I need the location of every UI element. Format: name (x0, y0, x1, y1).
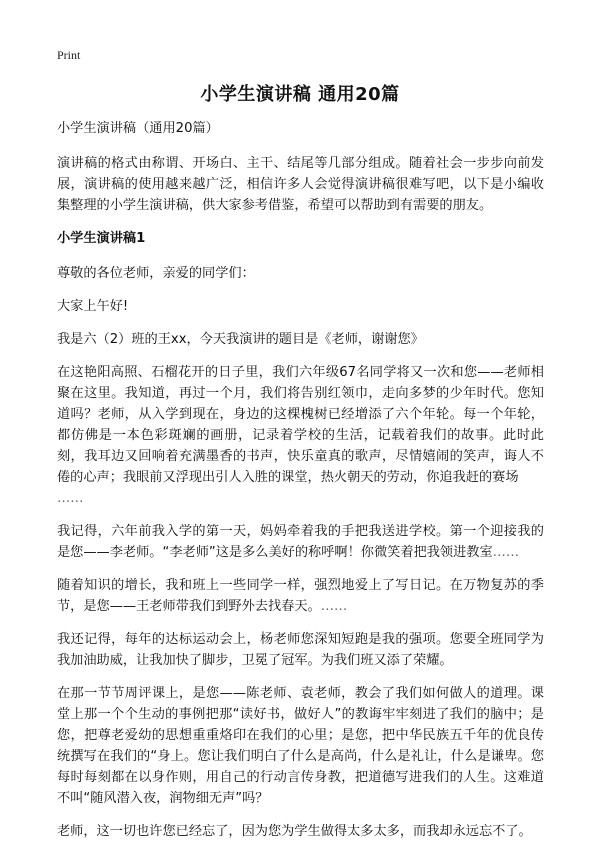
body-paragraph-1-ellipsis: …… (57, 491, 84, 506)
body-paragraph-1 (57, 362, 544, 509)
body-paragraph-3 (57, 575, 544, 617)
intro-paragraph: 演讲稿的格式由称谓、开场白、主干、结尾等几部分组成。随着社会一步步向前发展，演讲稿的使用越来越广泛，相信许多人会觉得演讲稿很难写吧，以下是小编收集整理的小学生演讲稿，供大家参考借鉴，希望可以帮助到有需要的朋友。 (57, 156, 544, 213)
body-paragraph-2-ellipsis: …… (492, 545, 520, 560)
body-paragraph-2 (57, 521, 544, 563)
print-link[interactable]: Print (57, 48, 81, 62)
body-paragraph-3-ellipsis: …… (320, 599, 348, 614)
self-intro-paragraph: 我是六（2）班的王xx，今天我演讲的题目是《老师，谢谢您》 (57, 332, 424, 347)
hello-paragraph: 大家上午好! (57, 299, 129, 314)
section-heading: 小学生演讲稿1 (57, 231, 146, 246)
body-paragraph-5: 在那一节节周评课上，是您——陈老师、袁老师，教会了我们如何做人的道理。课堂上那一个个生动的事例把那“读好书，做好人”的教诲牢牢刻进了我们的脑中；是您，把尊老爱幼的思想重重烙印在我们的心里；是您，把中华民族五千年的优良传统撰写在我们的“身上。您让我们明白了什么是高尚，什么是礼让，什么是谦卑。您每时每刻都在以身作则，用自己的行动言传身教，把道德写进我们的人生。这难道不叫“随风潜入夜，润物细无声”吗？ (57, 686, 544, 806)
article-body (57, 118, 544, 854)
article-subtitle: 小学生演讲稿（通用20篇） (57, 121, 219, 136)
body-paragraph-6: 老师，这一切也许您已经忘了，因为您为学生做得太多太多，而我却永远忘不了。 (57, 824, 532, 839)
body-paragraph-2-text: 我记得，六年前我入学的第一天，妈妈牵着我的手把我送进学校。第一个迎接我的是您——李老师。“李老师”这是多么美好的称呼啊！你微笑着把我领进教室 (57, 524, 544, 560)
body-paragraph-4: 我还记得，每年的达标运动会上，杨老师您深知短跑是我的强项。您要全班同学为我加油助威，让我加快了脚步，卫冕了冠军。为我们班又添了荣耀。 (57, 632, 544, 668)
page-title: 小学生演讲稿 通用20篇 (200, 84, 400, 105)
body-paragraph-1-text: 在这艳阳高照、石榴花开的日子里，我们六年级67名同学将又一次和您——老师相聚在这里。我知道，再过一个月，我们将告别红领巾，走向多梦的少年时代。您知道吗？老师，从入学到现在，身边的这棵槐树已经增添了六个年轮。每一个年轮，都仿佛是一本色彩斑斓的画册，记录着学校的生活，记载着我们的故事。此时此刻，我耳边又回响着充满墨香的书声，快乐童真的歌声，尽情嬉闹的笑声，诲人不倦的心声；我眼前又浮现出引人入胜的课堂，热火朝天的劳动，你追我赶的赛场 (57, 365, 544, 485)
body-paragraph-3-text: 随着知识的增长，我和班上一些同学一样，强烈地爱上了写日记。在万物复苏的季节，是您——王老师带我们到野外去找春天。 (57, 578, 544, 614)
greeting-paragraph: 尊敬的各位老师，亲爱的同学们： (57, 266, 255, 281)
